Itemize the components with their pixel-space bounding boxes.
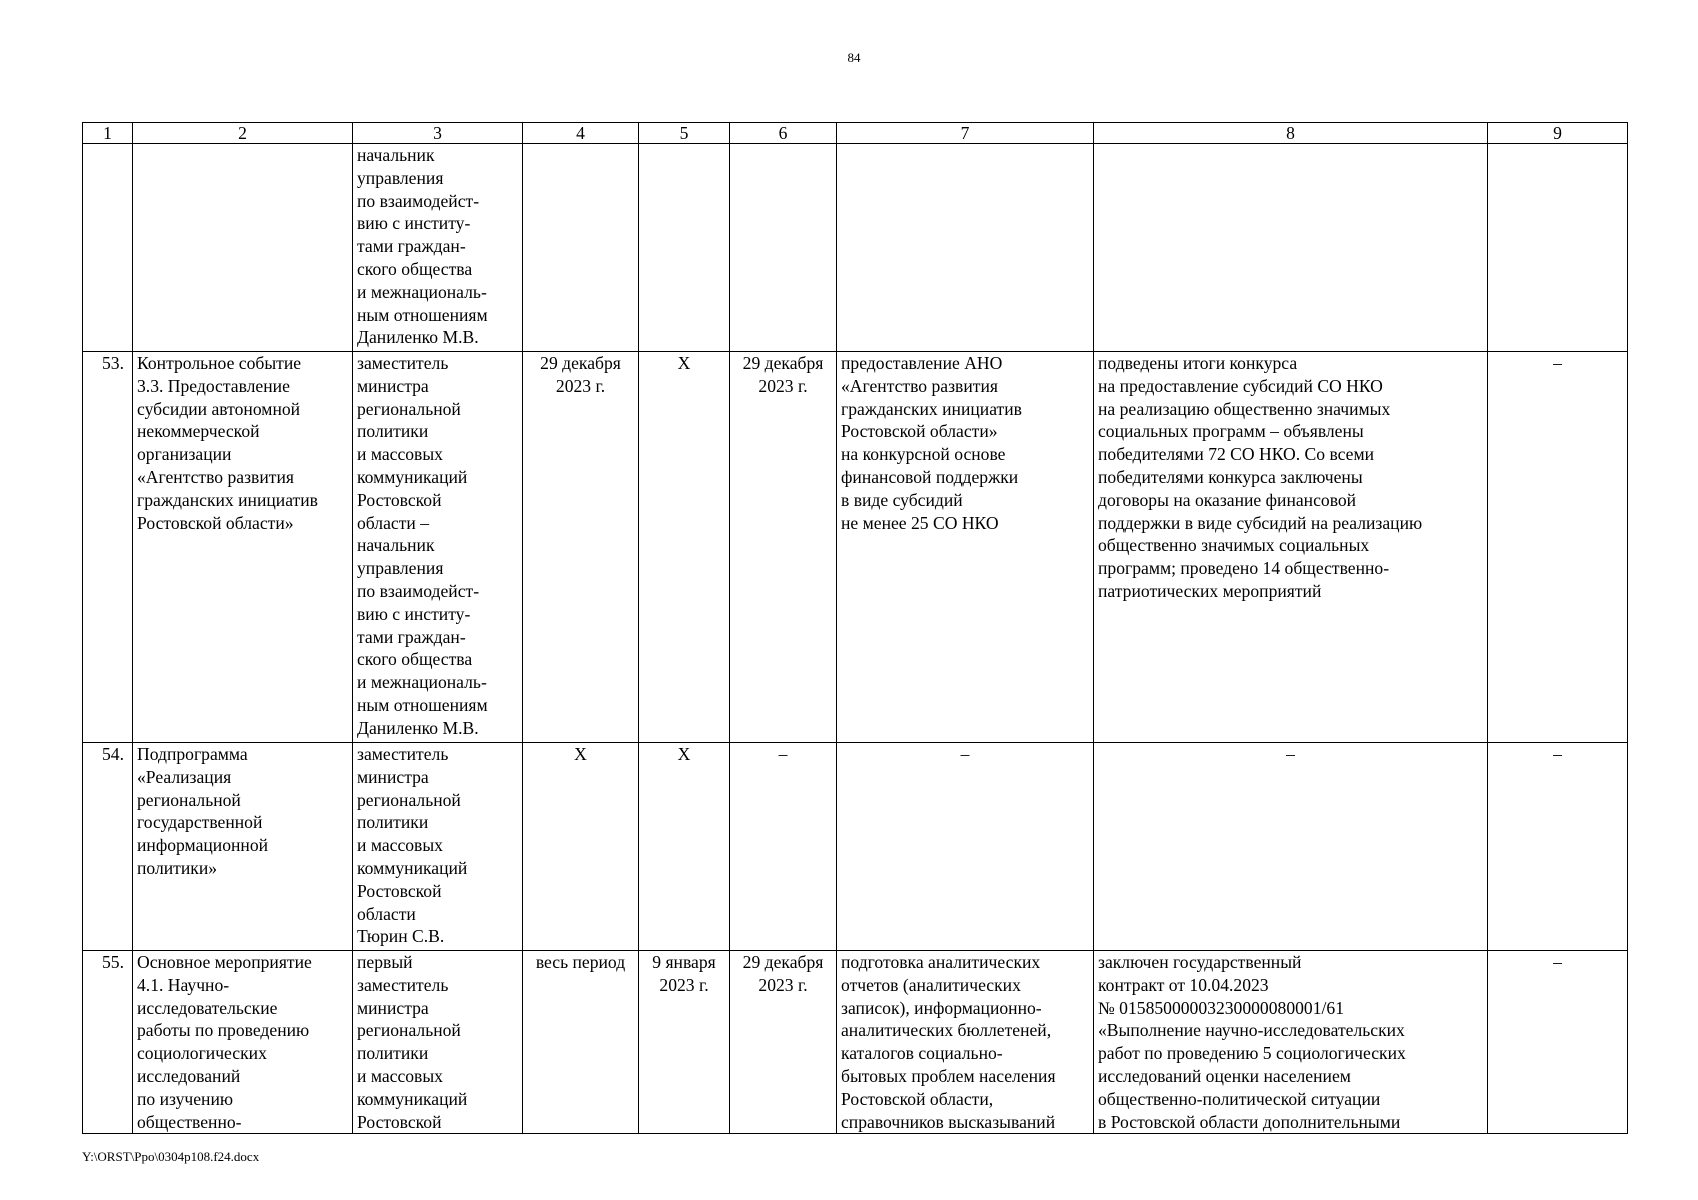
header-cell: 9 (1488, 123, 1628, 144)
text-line: министра (357, 766, 429, 787)
text-line: области (357, 903, 416, 924)
text-line: работы по проведению (137, 1020, 310, 1041)
text-line: 2023 г. (659, 974, 709, 995)
note-cell (1488, 352, 1628, 743)
cell (837, 144, 1094, 352)
text-line: начальник (357, 145, 435, 165)
text-line: политики (357, 421, 429, 442)
text-line: Основное мероприятие (137, 952, 312, 972)
text-line: Ростовской (357, 1111, 442, 1132)
text-line: общественно- (137, 1111, 242, 1132)
planned-end-cell (730, 352, 837, 743)
table-row (83, 743, 1628, 951)
expected-result-cell (837, 743, 1094, 951)
text-line: организации (137, 444, 232, 465)
cell (639, 144, 730, 352)
text-line: 2023 г. (758, 375, 808, 396)
responsible-cell (353, 144, 523, 352)
text-line: по взаимодейст- (357, 580, 480, 601)
expected-result-cell (837, 352, 1094, 743)
text-line: информационной (137, 835, 269, 856)
text-line: исследований (137, 1065, 241, 1086)
text-line: исследовательские (137, 997, 278, 1018)
text-line: региональной (137, 789, 241, 810)
text-line: бытовых проблем населения (841, 1065, 1056, 1086)
text-line: субсидии автономной (137, 398, 301, 419)
text-line: общественно значимых социальных (1098, 535, 1370, 556)
header-cell: 4 (523, 123, 639, 144)
text-line: Подпрограмма (137, 744, 248, 764)
text-line: записок), информационно- (841, 997, 1042, 1018)
event-name-cell (133, 951, 353, 1134)
text-line: 29 декабря (742, 952, 824, 972)
text-line: тами граждан- (357, 236, 466, 257)
text-line: гражданских инициатив (137, 489, 318, 510)
text-line: контракт от 10.04.2023 (1098, 974, 1269, 995)
cell (1488, 144, 1628, 352)
cell (1094, 144, 1488, 352)
table-header-row (83, 123, 1628, 144)
text-line: политики» (137, 857, 218, 878)
text-line: аналитических бюллетеней, (841, 1020, 1052, 1041)
text-line: ского общества (357, 258, 473, 279)
text-line: управления (357, 558, 444, 579)
text-line: предоставление АНО (841, 353, 1003, 373)
text-line: исследований оценки населением (1098, 1065, 1351, 1086)
text-line: подготовка аналитических (841, 952, 1041, 972)
text-line: заместитель (357, 974, 449, 995)
text-line: на реализацию общественно значимых (1098, 398, 1391, 419)
text-line: по изучению (137, 1088, 234, 1109)
text-line: справочников высказываний (841, 1111, 1056, 1132)
text-line: ского общества (357, 649, 473, 670)
text-line: региональной (357, 789, 461, 810)
header-cell: 8 (1094, 123, 1488, 144)
planned-end-cell (730, 951, 837, 1134)
header-cell: 2 (133, 123, 353, 144)
event-name-cell (133, 743, 353, 951)
text-line: вию с институ- (357, 603, 471, 624)
text-line: – (778, 744, 788, 764)
text-line: социологических (137, 1043, 267, 1064)
table-row (83, 951, 1628, 1134)
text-line: 2023 г. (555, 375, 606, 396)
responsible-cell (353, 352, 523, 743)
text-line: заместитель (357, 744, 449, 764)
text-line: в Ростовской области дополнительными (1098, 1111, 1401, 1132)
text-line: «Агентство развития (841, 375, 998, 396)
text-line: региональной (357, 398, 461, 419)
event-name-cell (133, 352, 353, 743)
text-line: вию с институ- (357, 213, 471, 234)
header-cell: 6 (730, 123, 837, 144)
text-line: по взаимодейст- (357, 190, 480, 211)
text-line: коммуникаций (357, 857, 468, 878)
text-line: – (960, 744, 970, 764)
actual-result-cell (1094, 743, 1488, 951)
responsible-cell (353, 951, 523, 1134)
text-line: Тюрин С.В. (357, 926, 445, 947)
text-line: ным отношениям (357, 304, 488, 325)
text-line: финансовой поддержки (841, 466, 1019, 487)
text-line: программ; проведено 14 общественно- (1098, 558, 1390, 579)
text-line: Ростовской (357, 489, 442, 510)
text-line: социальных программ – объявлены (1098, 421, 1364, 442)
text-line: государственной (137, 812, 263, 833)
text-line: коммуникаций (357, 1088, 468, 1109)
text-line: 29 декабря (540, 353, 621, 373)
text-line: «Агентство развития (137, 466, 294, 487)
text-line: Даниленко М.В. (357, 327, 479, 348)
text-line: – (1553, 744, 1562, 764)
text-line: первый (357, 952, 413, 972)
text-line: политики (357, 812, 429, 833)
text-line: победителями 72 СО НКО. Со всеми (1098, 444, 1375, 465)
file-path-footer: Y:\ORST\Ppo\0304p108.f24.docx (82, 1149, 260, 1164)
text-line: – (1553, 952, 1562, 972)
text-line: некоммерческой (137, 421, 260, 442)
text-line: министра (357, 375, 429, 396)
text-line: 4.1. Научно- (137, 974, 230, 995)
text-line: Ростовской (357, 880, 442, 901)
text-line: и массовых (357, 444, 443, 465)
text-line: каталогов социально- (841, 1043, 1003, 1064)
text-line: не менее 25 СО НКО (841, 512, 999, 533)
text-line: весь период (535, 952, 626, 972)
text-line: Ростовской области» (841, 421, 998, 442)
text-line: тами граждан- (357, 626, 466, 647)
header-cell: 7 (837, 123, 1094, 144)
planned-start-cell (523, 743, 639, 951)
cell (523, 144, 639, 352)
text-line: патриотических мероприятий (1098, 580, 1322, 601)
actual-result-cell (1094, 951, 1488, 1134)
text-line: Х (677, 353, 691, 373)
text-line: и межнациональ- (357, 672, 487, 693)
header-cell: 3 (353, 123, 523, 144)
text-line: – (1286, 744, 1295, 764)
text-line: победителями конкурса заключены (1098, 466, 1363, 487)
report-table (82, 122, 1628, 1134)
text-line: 2023 г. (758, 974, 808, 995)
text-line: Даниленко М.В. (357, 717, 479, 738)
text-line: Ростовской области, (841, 1088, 994, 1109)
text-line: 3.3. Предоставление (137, 375, 290, 396)
text-line: и межнациональ- (357, 281, 487, 302)
text-line: 29 декабря (742, 353, 824, 373)
text-line: работ по проведению 5 социологических (1098, 1043, 1406, 1064)
header-cell: 5 (639, 123, 730, 144)
text-line: отчетов (аналитических (841, 974, 1021, 995)
text-line: поддержки в виде субсидий на реализацию (1098, 512, 1423, 533)
text-line: и массовых (357, 835, 443, 856)
table-row-continuation (83, 144, 1628, 352)
text-line: на предоставление субсидий СО НКО (1098, 375, 1383, 396)
actual-start-cell (639, 951, 730, 1134)
text-line: министра (357, 997, 429, 1018)
text-line: и массовых (357, 1065, 443, 1086)
text-line: области – (357, 512, 430, 533)
name-cell (133, 144, 353, 352)
text-line: договоры на оказание финансовой (1098, 489, 1357, 510)
row-number: 53. (83, 352, 133, 743)
cell (730, 144, 837, 352)
text-line: Контрольное событие (137, 353, 302, 373)
number-cell (83, 144, 133, 352)
note-cell (1488, 743, 1628, 951)
header-cell: 1 (83, 123, 133, 144)
planned-end-cell (730, 743, 837, 951)
responsible-cell (353, 743, 523, 951)
text-line: в виде субсидий (841, 489, 963, 510)
row-number: 54. (83, 743, 133, 951)
text-line: ным отношениям (357, 694, 488, 715)
text-line: заместитель (357, 353, 449, 373)
row-number: 55. (83, 951, 133, 1134)
text-line: управления (357, 167, 444, 188)
text-line: Ростовской области» (137, 512, 294, 533)
text-line: подведены итоги конкурса (1098, 353, 1298, 373)
table-row (83, 352, 1628, 743)
actual-start-cell (639, 743, 730, 951)
note-cell (1488, 951, 1628, 1134)
planned-start-cell (523, 951, 639, 1134)
text-line: гражданских инициатив (841, 398, 1022, 419)
text-line: на конкурсной основе (841, 444, 1006, 465)
text-line: «Реализация (137, 766, 232, 787)
text-line: политики (357, 1043, 429, 1064)
text-line: Х (677, 744, 691, 764)
text-line: общественно-политической ситуации (1098, 1088, 1381, 1109)
text-line: начальник (357, 535, 435, 556)
text-line: коммуникаций (357, 466, 468, 487)
text-line: региональной (357, 1020, 461, 1041)
text-line: заключен государственный (1098, 952, 1302, 972)
expected-result-cell (837, 951, 1094, 1134)
text-line: 9 января (652, 952, 716, 972)
actual-start-cell (639, 352, 730, 743)
actual-result-cell (1094, 352, 1488, 743)
text-line: Х (574, 744, 587, 764)
text-line: «Выполнение научно-исследовательских (1098, 1020, 1405, 1041)
text-line: – (1553, 353, 1562, 373)
page-number: 84 (847, 50, 861, 65)
text-line: № 0158500000323000008000​1/61 (1098, 997, 1344, 1018)
planned-start-cell (523, 352, 639, 743)
